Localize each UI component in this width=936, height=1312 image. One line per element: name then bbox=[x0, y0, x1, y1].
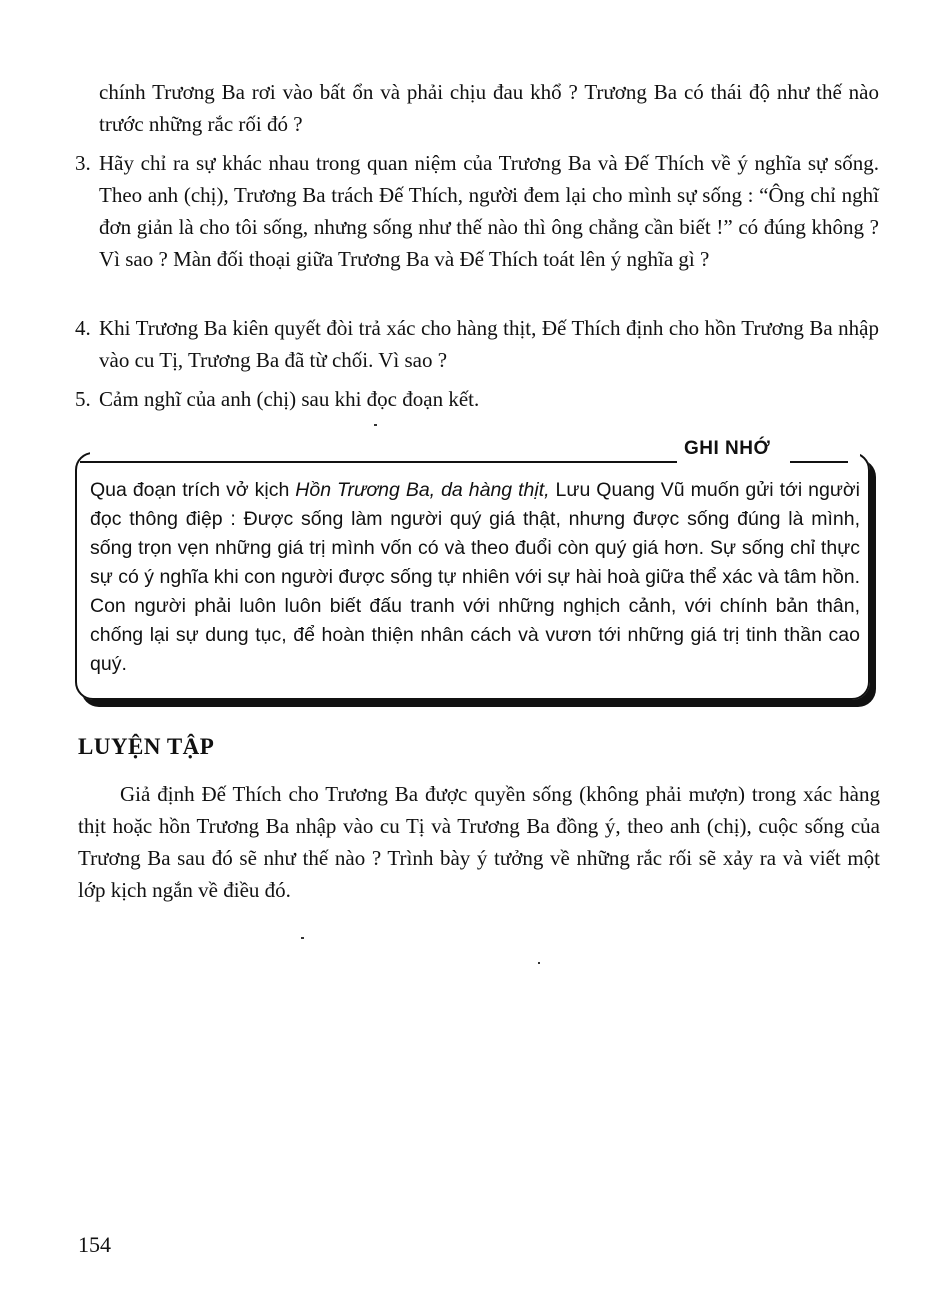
question-5 bbox=[75, 383, 879, 415]
ghi-nho-text-before: Qua đoạn trích vở kịch bbox=[90, 479, 296, 501]
question-2-continuation: chính Trương Ba rơi vào bất ổn và phải chịu đau khổ ? Trương Ba có thái độ như thế nào trước những rắc rối đó ? bbox=[99, 80, 879, 136]
ghi-nho-rule-right bbox=[790, 461, 848, 463]
question-4-text: Khi Trương Ba kiên quyết đòi trả xác cho hàng thịt, Đế Thích định cho hồn Trương Ba nhập vào cu Tị, Trương Ba đã từ chối. Vì sao ? bbox=[99, 316, 879, 372]
page-number: 154 bbox=[78, 1232, 111, 1257]
ghi-nho-text bbox=[90, 476, 860, 679]
luyen-tap-title: LUYỆN TẬP bbox=[78, 734, 215, 759]
ghi-nho-title: GHI NHỚ bbox=[684, 438, 771, 459]
ghi-nho-text-after: Lưu Quang Vũ muốn gửi tới người đọc thông điệp : Được sống làm người quý giá thật, nhưng được sống đúng là mình, sống trọn vẹn những giá trị mình vốn có và theo đuổi còn quý giá hơn. Sự sống chỉ thực sự có ý nghĩa khi con người được sống tự nhiên với sự hài hoà giữa thể xác và tâm hồn. Con người phải luôn luôn biết đấu tranh với những nghịch cảnh, với chính bản thân, chống lại sự dung tục, để hoàn thiện nhân cách và vươn tới những giá trị tinh thần cao quý. bbox=[90, 479, 860, 675]
speck bbox=[374, 424, 377, 426]
question-3 bbox=[75, 147, 879, 275]
question-4-number: 4. bbox=[75, 316, 91, 340]
question-3-number: 3. bbox=[75, 151, 91, 175]
question-5-number: 5. bbox=[75, 387, 91, 411]
speck bbox=[301, 937, 304, 939]
question-3-text: Hãy chỉ ra sự khác nhau trong quan niệm của Trương Ba và Đế Thích về ý nghĩa sự sống. Theo anh (chị), Trương Ba trách Đế Thích, người đem lại cho mình sự sống : “Ông chỉ nghĩ đơn giản là cho tôi sống, nhưng sống như thế nào thì ông chẳng cần biết !” có đúng không ? Vì sao ? Màn đối thoại giữa Trương Ba và Đế Thích toát lên ý nghĩa gì ? bbox=[99, 151, 879, 271]
ghi-nho-rule-left bbox=[80, 461, 677, 463]
question-5-text: Cảm nghĩ của anh (chị) sau khi đọc đoạn kết. bbox=[99, 387, 480, 411]
speck bbox=[538, 962, 540, 964]
question-4 bbox=[75, 312, 879, 376]
luyen-tap-text: Giả định Đế Thích cho Trương Ba được quyền sống (không phải mượn) trong xác hàng thịt hoặc hồn Trương Ba nhập vào cu Tị và Trương Ba đồng ý, theo anh (chị), cuộc sống của Trương Ba sau đó sẽ như thế nào ? Trình bày ý tưởng về những rắc rối sẽ xảy ra và viết một lớp kịch ngắn về điều đó. bbox=[78, 782, 880, 902]
ghi-nho-work-title: Hồn Trương Ba, da hàng thịt, bbox=[295, 479, 550, 501]
